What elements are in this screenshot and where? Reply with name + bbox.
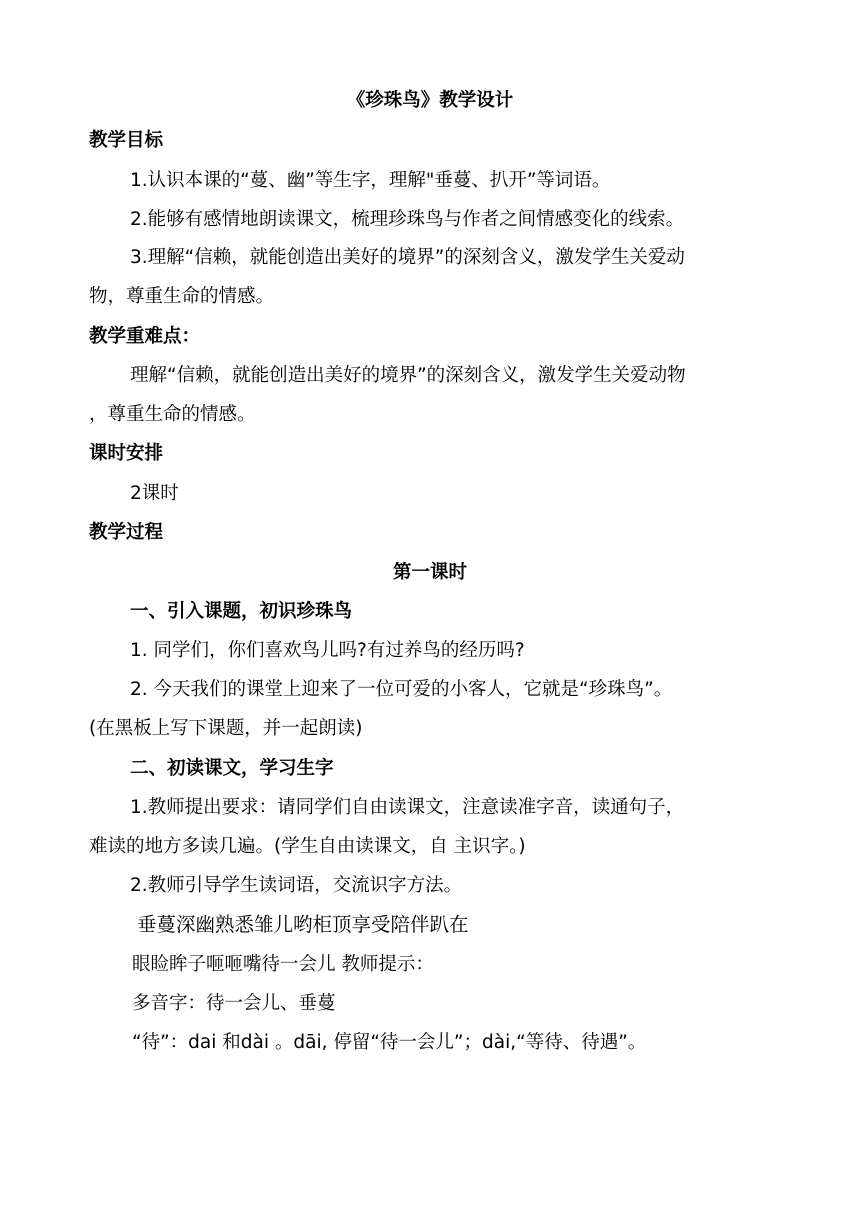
heading-teaching-process: 教学过程	[89, 522, 164, 543]
step-one-item-2: 2. 今天我们的课堂上迎来了一位可爱的小客人，它就是“珍珠鸟”。	[130, 679, 673, 700]
lesson-one-title: 第一课时	[392, 562, 467, 583]
key-difficulty-text: 理解“信赖，就能创造出美好的境界”的深刻含义，激发学生关爱动物	[130, 365, 686, 386]
step-two-item-2: 2.教师引导学生读词语，交流识字方法。	[130, 875, 463, 896]
step-two-title: 二、初读课文，学习生字	[130, 758, 334, 779]
step-one-item-2-continued: (在黑板上写下课题，并一起朗读)	[89, 718, 363, 739]
vocabulary-line-2: 眼睑眸子咂咂嘴待一会儿 教师提示：	[132, 954, 434, 975]
step-two-item-1-continued: 难读的地方多读几遍。(学生自由读课文，自 主识字。)	[89, 836, 526, 857]
heading-class-schedule: 课时安排	[89, 443, 164, 464]
step-one-item-1: 1. 同学们，你们喜欢鸟儿吗?有过养鸟的经历吗?	[130, 640, 525, 661]
step-one-title: 一、引入课题，初识珍珠鸟	[130, 601, 353, 622]
document-title: 《珍珠鸟》教学设计	[346, 90, 514, 111]
goal-item-1: 1.认识本课的“蔓、幽”等生字，理解"垂蔓、扒开”等词语。	[130, 170, 611, 191]
key-difficulty-text-continued: ，尊重生命的情感。	[89, 404, 256, 425]
goal-item-3-continued: 物，尊重生命的情感。	[89, 286, 275, 307]
pronunciation-note: “待”：dai 和dài 。dāi, 停留“待一会儿”；dài,“等待、待遇”。	[132, 1032, 647, 1053]
heading-teaching-goals: 教学目标	[89, 130, 164, 151]
class-hours: 2课时	[130, 483, 179, 504]
goal-item-3: 3.理解“信赖，就能创造出美好的境界”的深刻含义，激发学生关爱动	[130, 247, 685, 268]
vocabulary-line-1: 垂蔓深幽熟悉雏儿哟柜顶享受陪伴趴在	[137, 913, 469, 936]
heading-key-difficulties: 教学重难点：	[89, 326, 201, 347]
goal-item-2: 2.能够有感情地朗读课文，梳理珍珠鸟与作者之间情感变化的线索。	[130, 209, 685, 230]
polyphonic-characters: 多音字：待一会儿、垂蔓	[132, 993, 336, 1014]
step-two-item-1: 1.教师提出要求：请同学们自由读课文，注意读准字音，读通句子，	[130, 797, 685, 818]
